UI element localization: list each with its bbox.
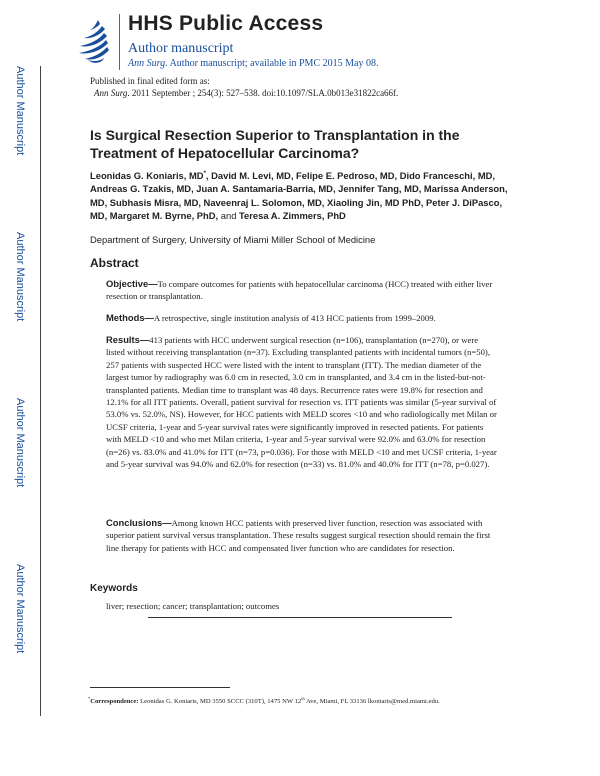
results-paragraph xyxy=(106,334,498,470)
citation-journal: Ann Surg xyxy=(94,88,128,98)
side-label-2: Author Manuscript xyxy=(14,232,26,322)
corresponding-mark: * xyxy=(203,171,206,177)
keywords-divider xyxy=(148,617,452,618)
results-label: Results— xyxy=(106,334,150,345)
other-authors: , David M. Levi, MD, Felipe E. Pedroso, MD, Dido Franceschi, MD, Andreas G. Tzakis, MD, Juan A. Santamaria-Barria, MD, Jennifer Tang, MD, Marissa Anderson, MD, Subhasis Misra, MD, Naveenraj L. Solomon, MD, Xiaoling Jin, MD PhD, Peter J. DiPasco, MD, Margaret M. Byrne, PhD, xyxy=(90,170,508,221)
ordinal-suffix: th xyxy=(301,696,305,701)
conclusions-label: Conclusions— xyxy=(106,517,172,528)
side-label-3: Author Manuscript xyxy=(14,398,26,488)
results-text: 413 patients with HCC underwent surgical resection (n=106), transplantation (n=270), or were listed without receiving transplantation (n=37). Excluding transplanted patients with incidental tumors (n=50), 257 patients with suspected HCC were listed with the intent to transplant (ITT). The median diameter of the largest tumor by radiography was 6.0 cm in resected, 3.0 cm in transplanted, and 3.4 cm in the listed-but-not-transplanted patients. Median time to transplant was 48 days. Recurrence rates were 19.8% for resection and 12.1% for all ITT patients. Overall, patient survival for resection vs. ITT patients was similar (5-year survival of 53.0% vs. 52.0%, NS). However, for HCC patients with MELD scores <10 and who radiologically met Milan or UCSF criteria, 1-year and 5-year survival rates were significantly improved in resected patients. For patients with MELD <10 and who met Milan criteria, 1-year and 5-year survival were 92.0% and 63.0% for resection (n=26) vs. 83.0% and 41.0% for ITT (n=73, p=0.036). For those with MELD <10 and met UCSF criteria, 1-year and 5-year survival was 94.0% and 62.0% for resection (n=33) vs. 81.0% and 40.0% for ITT (n=78, p=0.027). xyxy=(106,335,497,470)
footnote-rule xyxy=(90,687,230,688)
availability-line xyxy=(128,58,378,69)
methods-label: Methods— xyxy=(106,312,154,323)
side-label-1: Author Manuscript xyxy=(14,66,26,156)
article-title: Is Surgical Resection Superior to Transplantation in the Treatment of Hepatocellular Carcinoma? xyxy=(90,127,460,161)
journal-abbrev: Ann Surg xyxy=(128,58,166,69)
footnote-mark: * xyxy=(88,696,91,701)
methods-paragraph xyxy=(106,312,498,324)
author-list xyxy=(90,168,510,222)
methods-text: A retrospective, single institution analysis of 413 HCC patients from 1999–2009. xyxy=(153,313,436,323)
keywords-heading: Keywords xyxy=(90,583,138,594)
conclusions-paragraph xyxy=(106,517,498,554)
keywords-text: liver; resection; cancer; transplantation; outcomes xyxy=(106,601,280,611)
conclusions-text: Among known HCC patients with preserved liver function, resection was associated with superior patient survival versus transplantation. These results suggest surgical resection should remain the first line therapy for patients with HCC and compensated liver function who are candidates for resection. xyxy=(106,518,491,553)
hhs-title: HHS Public Access xyxy=(128,12,324,35)
header-divider xyxy=(119,14,120,70)
author-manuscript-subtitle: Author manuscript xyxy=(128,41,234,56)
citation-line xyxy=(94,88,398,98)
hhs-eagle-logo xyxy=(76,16,114,66)
published-line: Published in final edited form as: xyxy=(90,76,210,86)
abstract-heading: Abstract xyxy=(90,256,139,270)
margin-rule xyxy=(40,66,41,716)
objective-paragraph xyxy=(106,278,498,303)
department: Department of Surgery, University of Miami Miller School of Medicine xyxy=(90,234,376,245)
availability-text: . Author manuscript; available in PMC 2015 May 08. xyxy=(165,58,379,69)
correspondence-label: Correspondence: xyxy=(90,698,139,706)
citation-details: . 2011 September ; 254(3): 527–538. doi:10.1097/SLA.0b013e31822ca66f. xyxy=(127,88,399,98)
objective-label: Objective— xyxy=(106,278,158,289)
correspondence-address: Leonidas G. Koniaris, MD 3550 SCCC (310T), 1475 NW 12 xyxy=(138,698,302,706)
correspondence-footnote xyxy=(88,696,440,705)
correspondence-address-end: Ave, Miami, FL 33136 lkoniaris@med.miami.edu. xyxy=(304,698,440,706)
side-label-4: Author Manuscript xyxy=(14,564,26,654)
last-author: Teresa A. Zimmers, PhD xyxy=(239,209,346,221)
objective-text: To compare outcomes for patients with hepatocellular carcinoma (HCC) treated with either liver resection or transplantation. xyxy=(106,279,493,302)
and-word: and xyxy=(218,209,240,221)
first-author: Leonidas G. Koniaris, MD xyxy=(90,170,204,182)
